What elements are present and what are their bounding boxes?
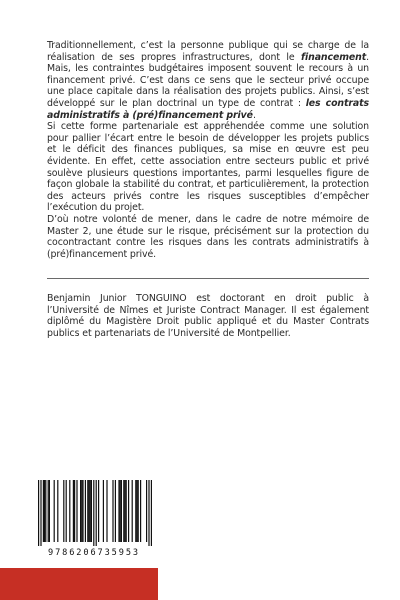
- barcode-bar: [140, 480, 141, 542]
- synopsis-p1-bold-financement: financement: [301, 51, 367, 63]
- section-divider: [47, 278, 369, 279]
- barcode-bar: [118, 480, 119, 542]
- barcode-bar: [57, 480, 58, 542]
- barcode-bar: [80, 480, 81, 542]
- barcode-bar: [85, 480, 86, 542]
- barcode-bar: [124, 480, 125, 542]
- barcode-bar: [128, 480, 129, 542]
- barcode-bar: [40, 480, 41, 546]
- accent-band: [0, 568, 158, 600]
- synopsis-paragraph-3: D’où notre volonté de mener, dans le cadre de notre mémoire de Master 2, une étude sur le risque, précisément sur la protection du cocontractant contre les risques dans les contrats administratifs à (pré)financement privé.: [47, 213, 369, 260]
- barcode-bar: [43, 480, 44, 542]
- isbn-digits: 9786206735953: [48, 548, 140, 558]
- barcode-bar: [54, 480, 55, 542]
- barcode-bar: [123, 480, 124, 542]
- barcode-bars: [33, 480, 155, 548]
- barcode-bar: [76, 480, 77, 542]
- barcode-bar: [115, 480, 116, 542]
- barcode-bar: [148, 480, 149, 546]
- barcode-bar: [82, 480, 83, 542]
- barcode-bar: [45, 480, 46, 542]
- synopsis-p1-text-end: .: [252, 109, 256, 121]
- synopsis-p1-bold-contract-type: les contrats administratifs à (pré)financement privé: [47, 97, 369, 121]
- barcode-bar: [138, 480, 139, 542]
- synopsis-p1-text-middle: . Mais, les contraintes budgétaires imposent souvent le recours à un financement privé. C’est dans ce sens que le secteur privé occupe une place capitale dans la réalisation des projets publics. Ainsi, s’est développé sur le plan doctrinal un type de contrat :: [47, 51, 369, 109]
- barcode-bar: [87, 480, 88, 542]
- barcode-bar: [126, 480, 127, 542]
- barcode-bar: [48, 480, 49, 542]
- barcode-bar: [90, 480, 91, 542]
- barcode-bar: [112, 480, 113, 542]
- synopsis: [47, 40, 369, 260]
- barcode-bar: [136, 480, 137, 542]
- barcode-bar: [81, 480, 82, 542]
- barcode-bar: [120, 480, 121, 542]
- barcode-bar: [121, 480, 122, 542]
- synopsis-p1-text-start: Traditionnellement, c’est la personne publique qui se charge de la réalisation de ses propres infrastructures, dont le: [47, 40, 369, 63]
- barcode-bar: [96, 480, 97, 546]
- barcode-bar: [106, 480, 107, 542]
- barcode-bar: [93, 480, 94, 546]
- barcode-bar: [74, 480, 75, 542]
- isbn-barcode: [33, 480, 155, 562]
- barcode-bar: [135, 480, 136, 542]
- barcode-bar: [151, 480, 152, 546]
- barcode-bar: [146, 480, 147, 542]
- barcode-bar: [88, 480, 89, 542]
- barcode-bar: [66, 480, 67, 542]
- barcode-bar: [38, 480, 39, 546]
- synopsis-paragraph-1: [47, 40, 369, 121]
- barcode-bar: [103, 480, 104, 542]
- synopsis-paragraph-2: Si cette forme partenariale est appréhendée comme une solution pour pallier l’écart entre le besoin de développer les projets publics et le déficit des finances publiques, sa mise en œuvre est peu évidente. En effet, cette association entre secteurs public et privé soulève plusieurs questions importantes, parmi lesquelles figure de façon globale la stabilité du contrat, et particulièrement, la protection des acteurs privés contre les risques susceptibles d’empêcher l’exécution du projet.: [47, 121, 369, 214]
- barcode-bar: [132, 480, 133, 542]
- barcode-bar: [49, 480, 50, 542]
- barcode-bar: [91, 480, 92, 542]
- barcode-bar: [44, 480, 45, 542]
- barcode-bar: [63, 480, 64, 542]
- barcode-bar: [69, 480, 70, 542]
- barcode-bar: [98, 480, 99, 542]
- author-bio: Benjamin Junior TONGUINO est doctorant en droit public à l’Université de Nîmes et Juriste Contract Manager. Il est également diplômé du Magistère Droit public appliqué et du Master Contrats publics et partenariats de l’Université de Montpellier.: [47, 293, 369, 339]
- barcode-bar: [73, 480, 74, 542]
